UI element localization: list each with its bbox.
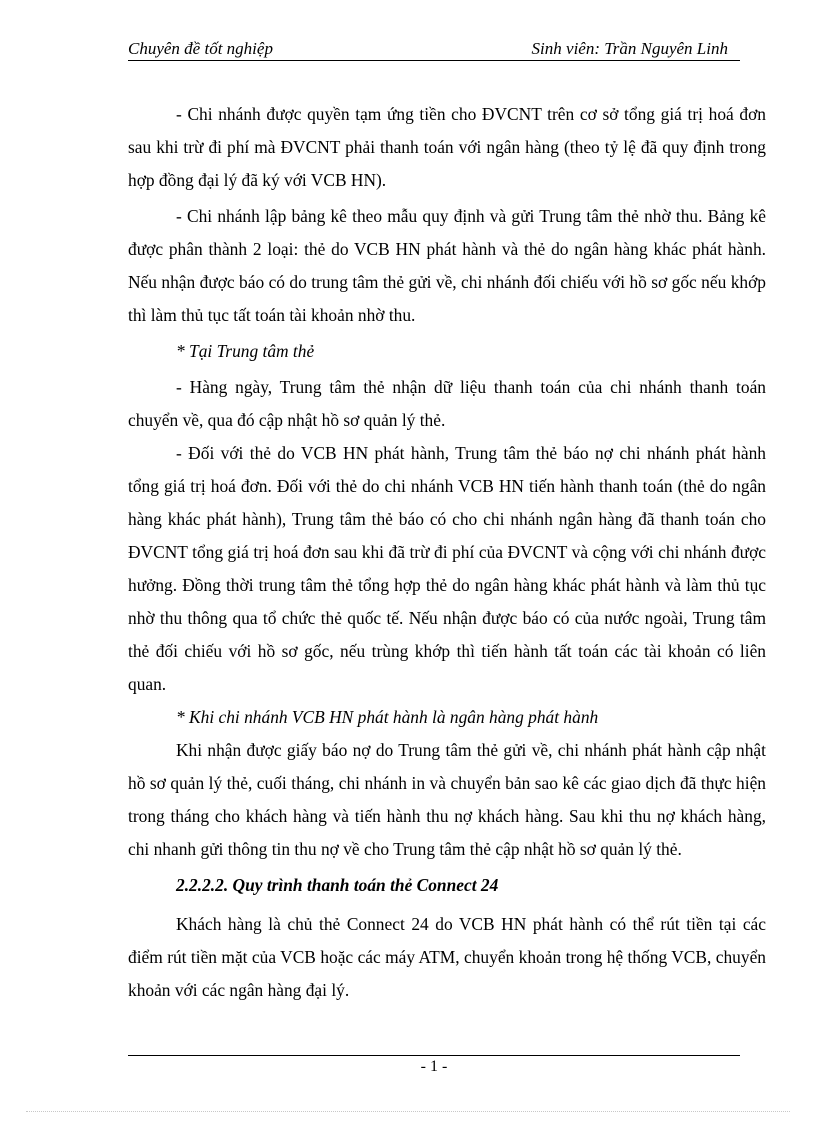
footer-divider [128,1055,740,1056]
page-bottom-border [26,1111,790,1112]
header-title: Chuyên đề tốt nghiệp [128,39,273,58]
paragraph-card-issuance: - Đối với thẻ do VCB HN phát hành, Trung tâm thẻ báo nợ chi nhánh phát hành tổng giá trị hoá đơn. Đối với thẻ do chi nhánh VCB HN tiến hành thanh toán (thẻ do ngân hàng khác phát hành), Trung tâm thẻ báo có cho chi nhánh ngân hàng đã thanh toán cho ĐVCNT tổng giá trị hoá đơn sau khi đã trừ đi phí của ĐVCNT và cộng với chi nhánh được hưởng. Đồng thời trung tâm thẻ tổng hợp thẻ do ngân hàng khác phát hành và làm thủ tục nhờ thu thông qua tổ chức thẻ quốc tế. Nếu nhận được báo có của nước ngoài, Trung tâm thẻ đối chiếu với hồ sơ gốc, nếu trùng khớp thì tiến hành tất toán các tài khoản có liên quan. [128,443,766,694]
page-header [128,38,740,61]
page-number: - 1 - [420,1058,448,1075]
paragraph-connect24: Khách hàng là chủ thẻ Connect 24 do VCB HN phát hành có thể rút tiền tại các điểm rút tiền mặt của VCB hoặc các máy ATM, chuyển khoản trong hệ thống VCB, chuyển khoản với các ngân hàng đại lý. [128,914,766,1000]
paragraph-debit-notice: Khi nhận được giấy báo nợ do Trung tâm thẻ gửi về, chi nhánh phát hành cập nhật hồ sơ quản lý thẻ, cuối tháng, chi nhánh in và chuyển bản sao kê các giao dịch đã thực hiện trong tháng cho khách hàng và tiến hành thu nợ khách hàng. Sau khi thu nợ khách hàng, chi nhanh gửi thông tin thu nợ về cho Trung tâm thẻ cập nhật hồ sơ quản lý thẻ. [128,740,766,859]
paragraph-advance-payment: - Chi nhánh được quyền tạm ứng tiền cho ĐVCNT trên cơ sở tổng giá trị hoá đơn sau khi trừ đi phí mà ĐVCNT phải thanh toán với ngân hàng (theo tỷ lệ đã quy định trong hợp đồng đại lý đã ký với VCB HN). [128,104,766,190]
paragraph-statement: - Chi nhánh lập bảng kê theo mẫu quy định và gửi Trung tâm thẻ nhờ thu. Bảng kê được phân thành 2 loại: thẻ do VCB HN phát hành và thẻ do ngân hàng khác phát hành. Nếu nhận được báo có do trung tâm thẻ gửi về, chi nhánh đối chiếu với hồ sơ gốc nếu khớp thì làm thủ tục tất toán tài khoản nhờ thu. [128,206,766,325]
header-author: Sinh viên: Trần Nguyên Linh [531,39,728,58]
subheading-card-center: * Tại Trung tâm thẻ [176,341,315,361]
document-body [128,98,766,1007]
subheading-issuing-branch: * Khi chi nhánh VCB HN phát hành là ngân hàng phát hành [176,707,599,727]
paragraph-daily-data: - Hàng ngày, Trung tâm thẻ nhận dữ liệu thanh toán của chi nhánh thanh toán chuyển về, qua đó cập nhật hồ sơ quản lý thẻ. [128,377,766,430]
section-heading-connect24: 2.2.2.2. Quy trình thanh toán thẻ Connect 24 [176,875,499,895]
